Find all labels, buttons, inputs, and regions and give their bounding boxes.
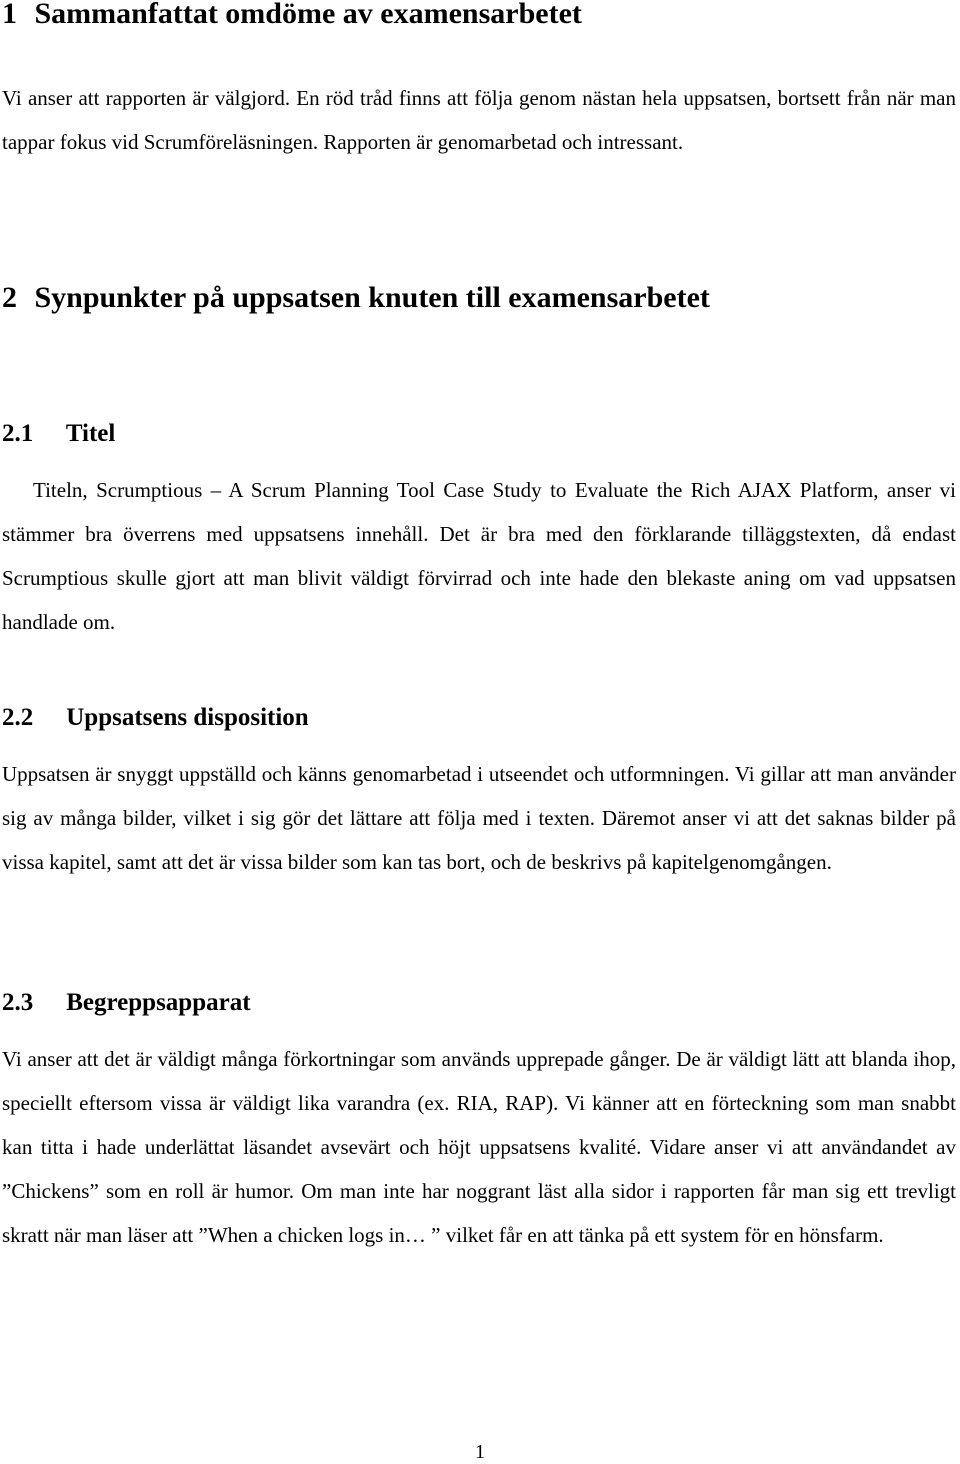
section-number: 2.1 <box>2 420 34 447</box>
section-2-1-body: Titeln, Scrumptious – A Scrum Planning Tool Case Study to Evaluate the Rich AJAX Platform, anser vi stämmer bra överrens med uppsatsens innehåll. Det är bra med den förklarande tilläggstexten, då endast Scrumptious skulle gjort att man blivit väldigt förvirrad och inte hade den blekaste aning om vad uppsatsen handlade om. <box>2 478 956 634</box>
section-2-3-heading <box>2 988 956 1018</box>
section-number: 2.2 <box>2 704 34 731</box>
section-1-body: Vi anser att rapporten är välgjord. En röd tråd finns att följa genom nästan hela uppsatsen, bortsett från när man tappar fokus vid Scrumföreläsningen. Rapporten är genomarbetad och intressant. <box>2 86 956 154</box>
section-number: 1 <box>2 0 17 30</box>
section-title: Synpunkter på uppsatsen knuten till examensarbetet <box>34 281 710 314</box>
section-2-heading <box>2 281 956 315</box>
section-title: Begreppsapparat <box>66 989 251 1016</box>
section-2-2-body: Uppsatsen är snyggt uppställd och känns genomarbetad i utseendet och utformningen. Vi gillar att man använder sig av många bilder, vilket i sig gör det lättare att följa med i texten. Däremot anser vi att det saknas bilder på vissa kapitel, samt att det är vissa bilder som kan tas bort, och de beskrivs på kapitelgenomgången. <box>2 762 956 874</box>
section-title: Titel <box>65 420 116 447</box>
section-number: 2 <box>2 281 17 314</box>
section-2-1-heading <box>2 419 956 449</box>
section-title: Sammanfattat omdöme av examensarbetet <box>34 0 582 30</box>
section-1-heading <box>2 0 956 31</box>
section-2-3-body: Vi anser att det är väldigt många förkortningar som används upprepade gånger. De är väldigt lätt att blanda ihop, speciellt eftersom vissa är väldigt lika varandra (ex. RIA, RAP). Vi känner att en förteckning som man snabbt kan titta i hade underlättat läsandet avsevärt och höjt uppsatsens kvalité. Vidare anser vi att användandet av ”Chickens” som en roll är humor. Om man inte har noggrant läst alla sidor i rapporten får man sig ett trevligt skratt när man läser att ”When a chicken logs in… ” vilket får en att tänka på ett system för en hönsfarm. <box>2 1047 956 1247</box>
section-title: Uppsatsens disposition <box>66 704 309 731</box>
page-number: 1 <box>475 1441 485 1463</box>
section-number: 2.3 <box>2 989 34 1016</box>
section-2-2-heading <box>2 703 956 733</box>
